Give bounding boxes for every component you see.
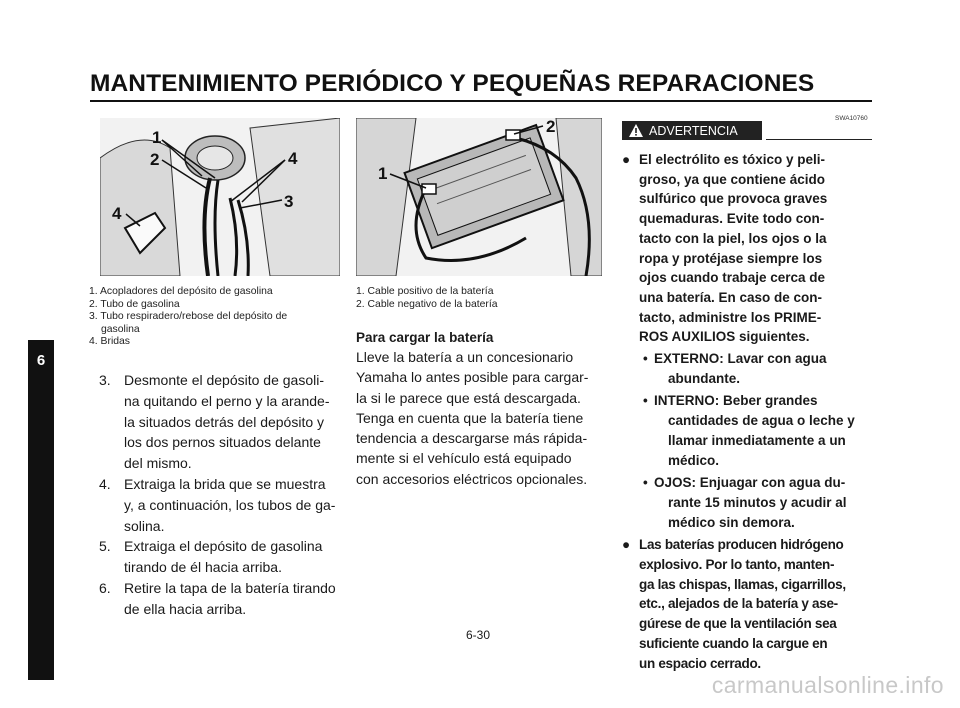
- warning-line: ROS AUXILIOS siguientes.: [639, 329, 810, 345]
- warning-line: ropa y protéjase siempre los: [639, 250, 823, 266]
- warning-text: [622, 150, 874, 673]
- step-number: 3.: [99, 372, 111, 388]
- callout-1: 1: [152, 128, 162, 147]
- paragraph-line: Yamaha lo antes posible para cargar-: [356, 369, 589, 386]
- warning-line: ga las chispas, llamas, cigarrillos,: [639, 576, 846, 592]
- warning-line: tacto con la piel, los ojos o la: [639, 230, 827, 246]
- step-line: tirando de él hacia arriba.: [124, 559, 282, 576]
- caption-line: 1. Cable positivo de la batería: [356, 286, 494, 297]
- step-line: Retire la tapa de la batería tirando: [124, 579, 336, 596]
- step-line: la situados detrás del depósito y: [124, 413, 325, 430]
- step-3: [99, 370, 339, 474]
- figure-left-caption: [89, 286, 287, 349]
- step-5: [99, 536, 339, 578]
- warning-subitem: [622, 473, 874, 532]
- step-number: 5.: [99, 538, 111, 555]
- page-number: 6-30: [466, 628, 491, 642]
- warning-line: ojos cuando trabaje cerca de: [639, 270, 826, 286]
- step-line: na quitando el perno y la arande-: [124, 392, 330, 409]
- warning-line: una batería. En caso de con-: [639, 289, 823, 305]
- warning-line: un espacio cerrado.: [639, 655, 761, 671]
- paragraph-line: la si le parece que está descargada.: [356, 389, 581, 406]
- subitem-dot-icon: •: [643, 475, 648, 491]
- step-line: solina.: [124, 517, 165, 534]
- warning-label: ADVERTENCIA: [649, 123, 738, 138]
- page-title: MANTENIMIENTO PERIÓDICO Y PEQUEÑAS REPARACIONES: [90, 70, 815, 97]
- paragraph-line: Lleve la batería a un concesionario: [356, 349, 574, 365]
- chapter-tab: [28, 340, 54, 680]
- step-4: [99, 474, 339, 536]
- callout-2: 2: [150, 150, 160, 169]
- warning-line: EXTERNO: Lavar con agua: [654, 351, 827, 367]
- warning-subitem: [622, 391, 874, 470]
- section-paragraph: [356, 347, 604, 489]
- bullet-dot-icon: ●: [622, 152, 631, 167]
- warning-bullet-1: [622, 150, 874, 347]
- battery-figure: [356, 118, 602, 276]
- caption-line: 4. Bridas: [89, 336, 131, 348]
- warning-triangle-icon: [629, 124, 643, 137]
- warning-line: cantidades de agua o leche y: [668, 413, 855, 429]
- step-line: y, a continuación, los tubos de ga-: [124, 496, 336, 513]
- callout-2: 2: [546, 118, 556, 136]
- subitem-dot-icon: •: [643, 351, 648, 367]
- warning-line: médico.: [668, 452, 720, 468]
- paragraph-line: Tenga en cuenta que la batería tiene: [356, 409, 584, 426]
- warning-line: llamar inmediatamente a un: [668, 432, 846, 448]
- warning-line: médico sin demora.: [668, 514, 795, 530]
- warning-bullet-2: [622, 535, 874, 673]
- callout-1: 1: [378, 164, 388, 183]
- warning-line: INTERNO: Beber grandes: [654, 393, 818, 409]
- step-line: Extraiga el depósito de gasolina: [124, 538, 323, 555]
- step-6: [99, 578, 339, 620]
- fuel-tank-figure: [100, 118, 340, 276]
- warning-line: OJOS: Enjuagar con agua du-: [654, 475, 846, 491]
- warning-line: rante 15 minutos y acudir al: [668, 494, 847, 510]
- procedure-steps: [99, 370, 339, 620]
- bullet-dot-icon: ●: [622, 537, 630, 553]
- callout-4-left: 4: [112, 204, 122, 223]
- warning-line: abundante.: [668, 370, 741, 386]
- subitem-dot-icon: •: [643, 393, 648, 409]
- caption-line: 3. Tubo respiradero/rebose del depósito de: [89, 311, 288, 323]
- warning-line: El electrólito es tóxico y peli-: [639, 152, 826, 167]
- caption-line: 1. Acopladores del depósito de gasolina: [89, 286, 273, 297]
- paragraph-line: tendencia a descargarse más rápida-: [356, 430, 588, 447]
- caption-line: 2. Cable negativo de la batería: [356, 298, 498, 310]
- step-line: del mismo.: [124, 455, 192, 472]
- step-number: 6.: [99, 579, 111, 596]
- step-line: los dos pernos situados delante: [124, 434, 321, 451]
- warning-line: groso, ya que contiene ácido: [639, 171, 826, 187]
- warning-line: tacto, administre los PRIME-: [639, 309, 822, 325]
- warning-rule: [766, 139, 872, 140]
- paragraph-line: mente si el vehículo está equipado: [356, 450, 572, 467]
- warning-code: SWA10760: [835, 115, 868, 122]
- warning-banner: [622, 121, 762, 140]
- callout-4-right: 4: [288, 149, 298, 168]
- caption-line: gasolina: [101, 323, 140, 335]
- figure-right-caption: [356, 286, 498, 311]
- step-line: Desmonte el depósito de gasoli-: [124, 372, 325, 388]
- section-heading: Para cargar la batería: [356, 330, 494, 345]
- watermark: carmanualsonline.info: [711, 672, 944, 698]
- warning-line: etc., alejados de la batería y ase-: [639, 596, 838, 612]
- warning-line: suficiente cuando la cargue en: [639, 635, 828, 651]
- warning-line: explosivo. Por lo tanto, manten-: [639, 557, 835, 573]
- step-line: de ella hacia arriba.: [124, 600, 247, 617]
- step-number: 4.: [99, 475, 111, 492]
- title-rule: [90, 100, 872, 102]
- chapter-number: 6: [36, 352, 46, 369]
- warning-line: quemaduras. Evite todo con-: [639, 211, 825, 227]
- warning-subitem: [622, 349, 874, 388]
- warning-line: sulfúrico que provoca graves: [639, 191, 828, 207]
- caption-line: 2. Tubo de gasolina: [89, 298, 180, 310]
- paragraph-line: con accesorios eléctricos opcionales.: [356, 470, 588, 487]
- warning-line: gúrese de que la ventilación sea: [639, 616, 837, 632]
- warning-line: Las baterías producen hidrógeno: [639, 537, 844, 553]
- step-line: Extraiga la brida que se muestra: [124, 475, 326, 492]
- callout-3: 3: [284, 192, 294, 211]
